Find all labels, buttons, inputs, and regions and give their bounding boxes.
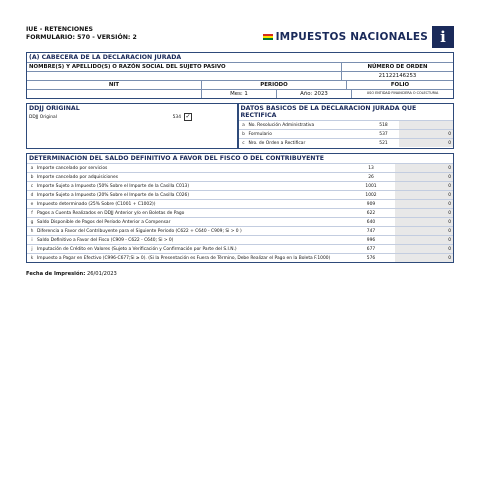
folio-label: FOLIO xyxy=(346,80,453,89)
ddjj-original-label: DDJJ Original xyxy=(29,114,57,120)
section-a-title: (A) CABECERA DE LA DECLARACION JURADA xyxy=(29,54,182,61)
period-month: Mes: 1 xyxy=(201,89,276,98)
row-letter: c xyxy=(242,140,245,146)
form-header xyxy=(26,26,454,48)
form-version-title: FORMULARIO: 570 - VERSIÓN: 2 xyxy=(26,34,137,41)
row-label: Importe Sujeto a Impuesto (50% Sobre el Importe de la Casilla C013) xyxy=(37,183,190,189)
row-value-field[interactable]: 0 xyxy=(395,200,453,208)
row-code: 537 xyxy=(379,131,388,137)
determination-section xyxy=(26,153,454,263)
row-letter: i xyxy=(31,237,33,243)
determination-row xyxy=(27,217,453,226)
row-letter: a xyxy=(242,122,245,128)
row-value-field[interactable]: 0 xyxy=(395,227,453,235)
period-year: Año: 2023 xyxy=(276,89,351,98)
determination-row xyxy=(27,244,453,253)
bolivia-flag-icon xyxy=(263,34,273,41)
determination-row xyxy=(27,199,453,208)
logo-text: IMPUESTOS NACIONALES xyxy=(275,31,428,43)
row-value-field[interactable]: 0 xyxy=(395,236,453,244)
row-label: Nro. de Orden a Rectificar xyxy=(248,140,306,146)
determination-row xyxy=(27,226,453,235)
row-value-field[interactable]: 0 xyxy=(395,173,453,181)
row-value-field[interactable]: 0 xyxy=(395,182,453,190)
determination-row xyxy=(27,190,453,199)
row-letter: f xyxy=(31,210,33,216)
section-a xyxy=(26,52,454,99)
row-label: Formulario xyxy=(248,131,272,137)
print-date xyxy=(26,271,454,277)
taxpayer-name-label: NOMBRE(S) Y APELLIDO(S) O RAZÓN SOCIAL DEL SUJETO PASIVO xyxy=(27,62,341,71)
row-code: 26 xyxy=(368,174,374,180)
flag-stripe-green xyxy=(263,38,273,40)
ddjj-original-code: 534 xyxy=(172,114,181,120)
row-code: 909 xyxy=(366,201,376,207)
row-letter: d xyxy=(30,192,34,198)
row-label: Impuesto determinado (25% Sobre (C1001 + C1002)) xyxy=(37,201,156,207)
row-label: Importe cancelado por adquisiciones xyxy=(37,174,118,180)
row-label: Saldo Definitivo a Favor del Fisco (C909 - C622 - C640; Si > 0) xyxy=(37,237,174,243)
row-value-field[interactable]: 0 xyxy=(395,164,453,172)
determination-row xyxy=(27,163,453,172)
row-value-field[interactable]: 0 xyxy=(399,130,454,138)
determination-row xyxy=(27,181,453,190)
impuestos-logo xyxy=(263,26,454,48)
rectification-row xyxy=(239,129,454,138)
row-value-field[interactable]: 0 xyxy=(399,139,454,147)
order-number-label: NÚMERO DE ORDEN xyxy=(341,62,453,71)
row-letter: h xyxy=(30,228,34,234)
row-code: 1002 xyxy=(365,192,377,198)
order-number-value: 21122146253 xyxy=(341,71,453,80)
row-label: No. Resolución Administrativa xyxy=(248,122,315,128)
row-value-field[interactable]: 0 xyxy=(395,209,453,217)
row-code: 518 xyxy=(379,122,388,128)
row-code: 521 xyxy=(379,140,388,146)
row-label: Pagos a Cuenta Realizados en DDJJ Anterior y/o en Boletas de Pago xyxy=(37,210,185,216)
row-code: 677 xyxy=(366,246,376,252)
folio-note: USO ENTIDAD FINANCIERA O COLECTURIA xyxy=(351,89,453,98)
period-label: PERIODO xyxy=(201,80,346,89)
row-code: 1001 xyxy=(365,183,377,189)
row-letter: g xyxy=(30,219,34,225)
print-date-value: 26/01/2023 xyxy=(86,271,117,277)
row-letter: c xyxy=(30,183,34,189)
nit-label: NIT xyxy=(27,80,201,89)
tax-type-title: IUE - RETENCIONES xyxy=(26,26,94,33)
determination-row xyxy=(27,208,453,217)
row-label: Impuesto a Pagar en Efectivo (C996-C677;Si ≥ 0). (Si la Presentación es Fuera de Término, Debe Realizar el Pago en la Boleta F.1000) xyxy=(37,255,331,261)
determination-row xyxy=(27,253,453,262)
ddjj-original-checkbox[interactable]: ✓ xyxy=(185,113,191,120)
row-code: 747 xyxy=(366,228,376,234)
row-letter: b xyxy=(30,174,34,180)
ddjj-original-box xyxy=(26,103,238,149)
rectification-title: DATOS BASICOS DE LA DECLARACION JURADA QUE RECTIFICA xyxy=(240,105,417,119)
row-code: 13 xyxy=(368,165,374,171)
row-letter: k xyxy=(30,255,34,261)
determination-title: DETERMINACION DEL SALDO DEFINITIVO A FAVOR DEL FISCO O DEL CONTRIBUYENTE xyxy=(29,155,324,162)
rectification-box xyxy=(238,103,455,149)
row-value-field[interactable] xyxy=(399,121,454,129)
row-code: 576 xyxy=(366,255,376,261)
logo-i-icon: i xyxy=(432,26,454,48)
row-label: Importe Sujeto a Impuesto (20% Sobre el Importe de la Casilla C026) xyxy=(37,192,190,198)
row-label: Saldo Disponible de Pagos del Período Anterior a Compensar xyxy=(37,219,171,225)
ddjj-title: DDJJ ORIGINAL xyxy=(29,105,80,112)
row-code: 640 xyxy=(366,219,376,225)
determination-row xyxy=(27,235,453,244)
row-value-field[interactable]: 0 xyxy=(395,254,453,262)
determination-rows xyxy=(27,163,453,262)
row-letter: b xyxy=(242,131,245,137)
row-value-field[interactable]: 0 xyxy=(395,218,453,226)
row-label: Diferencia a Favor del Contribuyente para el Siguiente Período (C622 + C640 - C909; Si > 0 ) xyxy=(37,228,242,234)
row-letter: j xyxy=(31,246,33,252)
row-label: Imputación de Crédito en Valores (Sujeto a Verificación y Confirmación por Parte del S.I.N.) xyxy=(37,246,237,252)
rectification-row xyxy=(239,138,454,147)
row-letter: e xyxy=(30,201,34,207)
print-date-label: Fecha de Impresión: xyxy=(26,271,86,277)
rectification-row xyxy=(239,120,454,129)
row-label: Importe cancelado por servicios xyxy=(37,165,108,171)
taxpayer-name-value xyxy=(27,71,341,79)
form-page xyxy=(26,26,454,277)
row-value-field[interactable]: 0 xyxy=(395,191,453,199)
nit-value xyxy=(27,89,201,97)
row-code: 996 xyxy=(366,237,376,243)
row-code: 622 xyxy=(366,210,376,216)
row-value-field[interactable]: 0 xyxy=(395,245,453,253)
determination-row xyxy=(27,172,453,181)
rectification-rows xyxy=(239,120,454,147)
row-letter: a xyxy=(30,165,34,171)
